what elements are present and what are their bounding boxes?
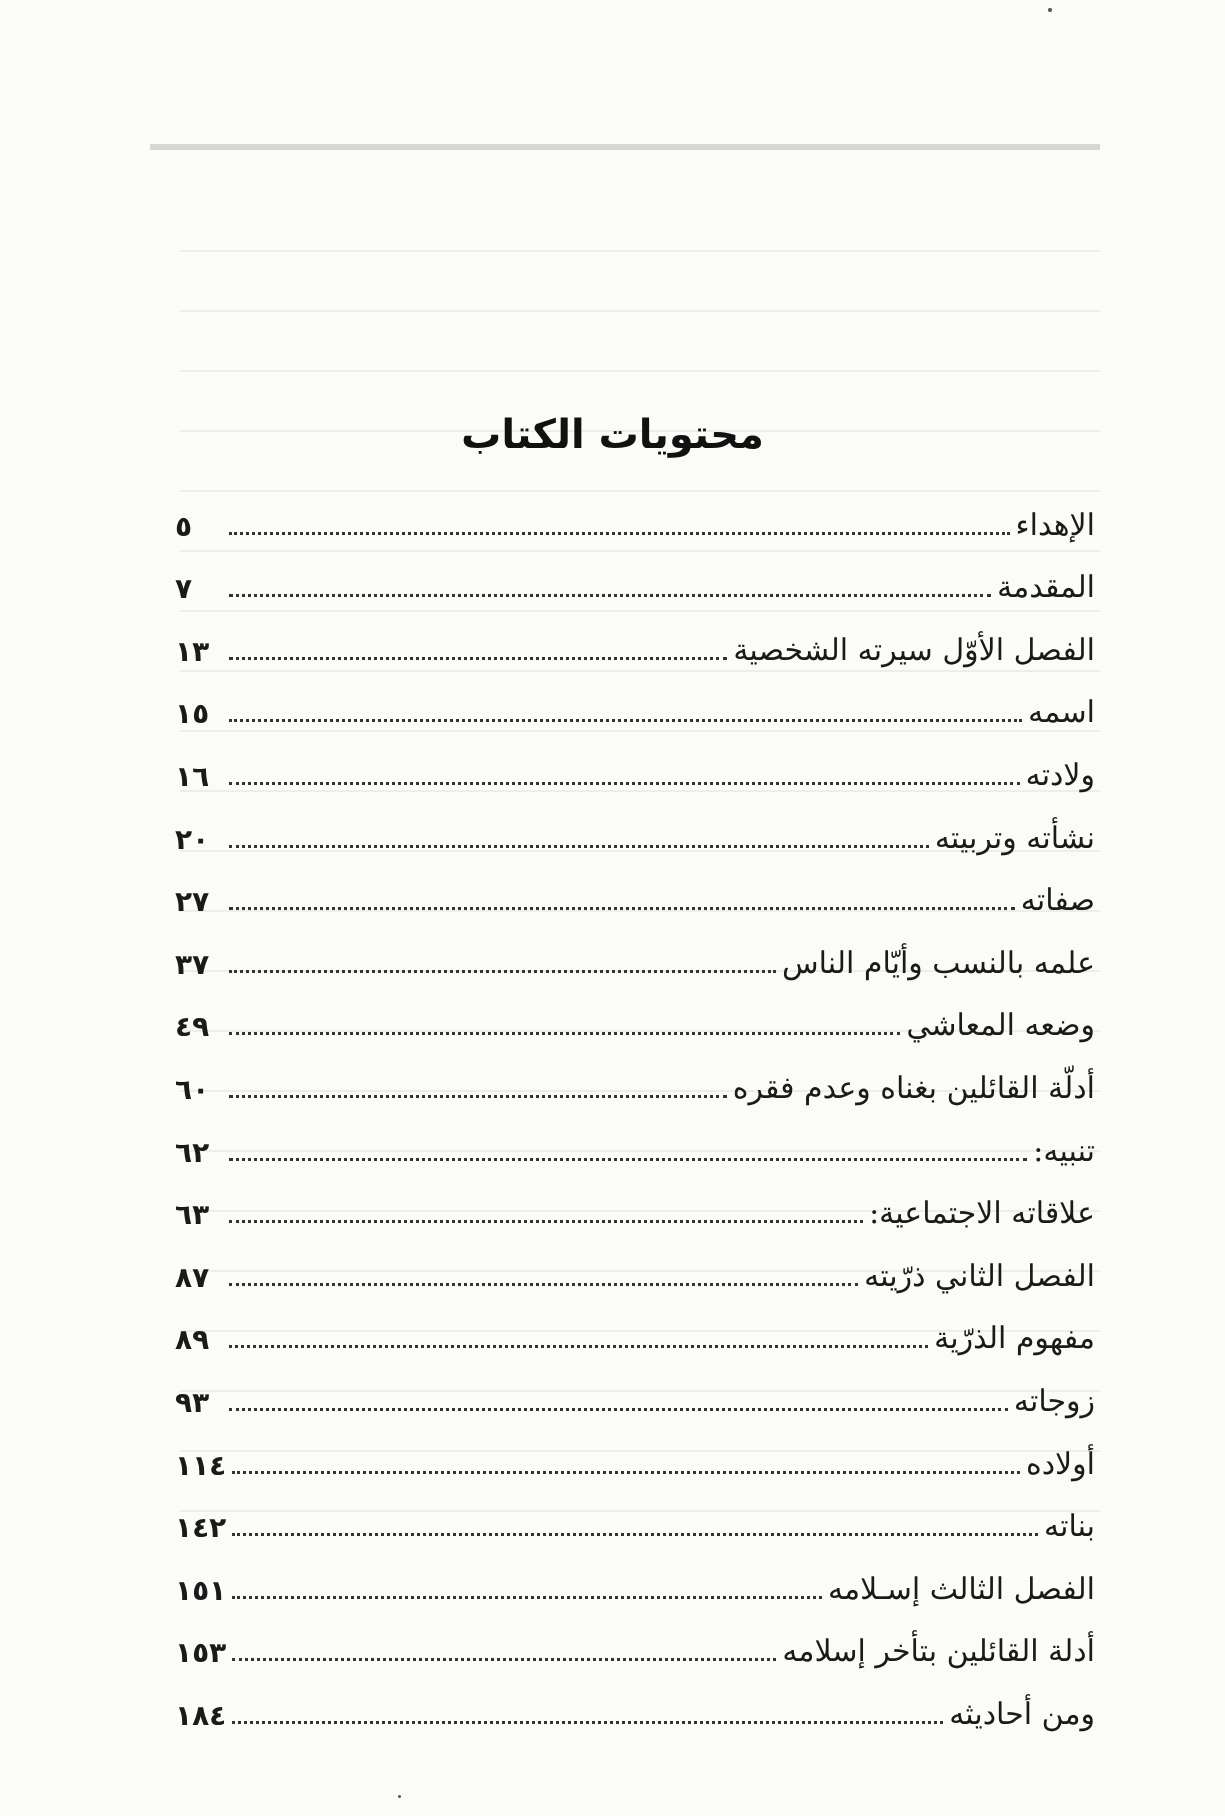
dot-leader <box>229 1282 858 1286</box>
toc-entry-page-number: ٥ <box>175 509 193 543</box>
toc-entry-label: الإهداء <box>1015 507 1095 543</box>
toc-entry-label: علاقاته الاجتماعية: <box>869 1196 1095 1232</box>
dot-leader <box>229 969 776 973</box>
toc-entry-page-number: ١٥ <box>175 697 210 731</box>
toc-entry-page-number: ٢٠ <box>175 822 210 856</box>
dot-leader <box>229 1219 863 1223</box>
dot-leader <box>232 1657 776 1661</box>
toc-entry <box>175 1294 1095 1357</box>
toc-entry <box>175 1043 1095 1106</box>
toc-entry-label: زوجاته <box>1013 1383 1095 1419</box>
toc-entry-page-number: ١٥١ <box>175 1573 227 1607</box>
dot-leader <box>229 656 727 660</box>
toc-entry <box>175 856 1095 919</box>
toc-entry-label: وضعه المعاشي <box>906 1008 1095 1044</box>
toc-entry-page-number: ١١٤ <box>175 1448 227 1482</box>
toc-entry <box>175 793 1095 856</box>
toc-entry <box>175 1607 1095 1670</box>
dot-leader <box>232 1720 943 1724</box>
toc-entry-label: أولاده <box>1025 1446 1095 1482</box>
toc-entry-label: المقدمة <box>997 570 1095 606</box>
toc-entry-page-number: ١٨٤ <box>175 1698 227 1732</box>
dot-leader <box>229 844 929 848</box>
page-title: محتويات الكتاب <box>461 411 764 458</box>
toc-entry-page-number: ١٣ <box>175 634 210 668</box>
bleed-through-rule <box>150 144 1100 150</box>
toc-entry <box>175 543 1095 606</box>
toc-entry <box>175 981 1095 1044</box>
toc-entry-page-number: ١٤٢ <box>175 1511 227 1545</box>
dot-leader <box>229 1344 928 1348</box>
toc-entry-page-number: ٣٧ <box>175 947 210 981</box>
toc-entry-label: ولادته <box>1025 757 1095 793</box>
dot-leader <box>229 781 1020 785</box>
toc-entry-label: الفصل الأوّل سيرته الشخصية <box>733 632 1095 668</box>
toc-entry-label: الفصل الثاني ذرّيته <box>864 1258 1095 1294</box>
toc-list <box>175 480 1095 1732</box>
dot-leader <box>232 1470 1020 1474</box>
toc-entry-page-number: ٢٧ <box>175 885 210 919</box>
dot-leader <box>229 1094 727 1098</box>
dot-leader <box>229 718 1022 722</box>
toc-entry-label: علمه بالنسب وأيّام الناس <box>782 945 1095 981</box>
toc-entry <box>175 1544 1095 1607</box>
toc-entry-page-number: ٨٧ <box>175 1260 210 1294</box>
toc-entry <box>175 1419 1095 1482</box>
toc-entry <box>175 730 1095 793</box>
toc-entry-label: نشأته وتربيته <box>934 820 1095 856</box>
toc-entry-page-number: ٩٣ <box>175 1385 210 1419</box>
dot-leader <box>229 593 991 597</box>
paper-speck <box>1048 8 1052 12</box>
dot-leader <box>229 1031 900 1035</box>
toc-entry <box>175 668 1095 731</box>
toc-entry-page-number: ٦٠ <box>175 1072 210 1106</box>
toc-entry-page-number: ١٦ <box>175 759 210 793</box>
toc-entry-label: بناته <box>1044 1509 1095 1545</box>
toc-entry-page-number: ٦٢ <box>175 1135 210 1169</box>
dot-leader <box>229 906 1015 910</box>
toc-entry <box>175 605 1095 668</box>
toc-entry-label: تنبيه: <box>1033 1133 1095 1169</box>
dot-leader <box>229 1157 1027 1161</box>
paper-speck <box>398 1795 401 1798</box>
toc-entry <box>175 918 1095 981</box>
dot-leader <box>229 531 1010 535</box>
toc-entry-label: صفاته <box>1020 883 1095 919</box>
toc-entry-label: مفهوم الذرّية <box>934 1321 1095 1357</box>
toc-entry <box>175 1169 1095 1232</box>
toc-entry <box>175 1231 1095 1294</box>
toc-entry-page-number: ٤٩ <box>175 1010 210 1044</box>
toc-entry-label: الفصل الثالث إسـلامه <box>827 1571 1095 1607</box>
bleed-through-header <box>150 96 1100 166</box>
dot-leader <box>232 1532 1038 1536</box>
dot-leader <box>232 1595 822 1599</box>
toc-entry <box>175 480 1095 543</box>
toc-entry-label: ومن أحاديثه <box>949 1696 1095 1732</box>
toc-entry-page-number: ٨٩ <box>175 1323 210 1357</box>
toc-entry-label: أدلّة القائلين بغناه وعدم فقره <box>732 1070 1095 1106</box>
toc-entry <box>175 1356 1095 1419</box>
toc-entry <box>175 1482 1095 1545</box>
dot-leader <box>229 1407 1008 1411</box>
toc-entry <box>175 1669 1095 1732</box>
toc-entry-page-number: ٧ <box>175 572 193 606</box>
toc-entry-page-number: ١٥٣ <box>175 1636 227 1670</box>
toc-entry-label: اسمه <box>1028 695 1095 731</box>
toc-entry <box>175 1106 1095 1169</box>
toc-entry-page-number: ٦٣ <box>175 1198 210 1232</box>
toc-entry-label: أدلة القائلين بتأخر إسلامه <box>782 1634 1095 1670</box>
